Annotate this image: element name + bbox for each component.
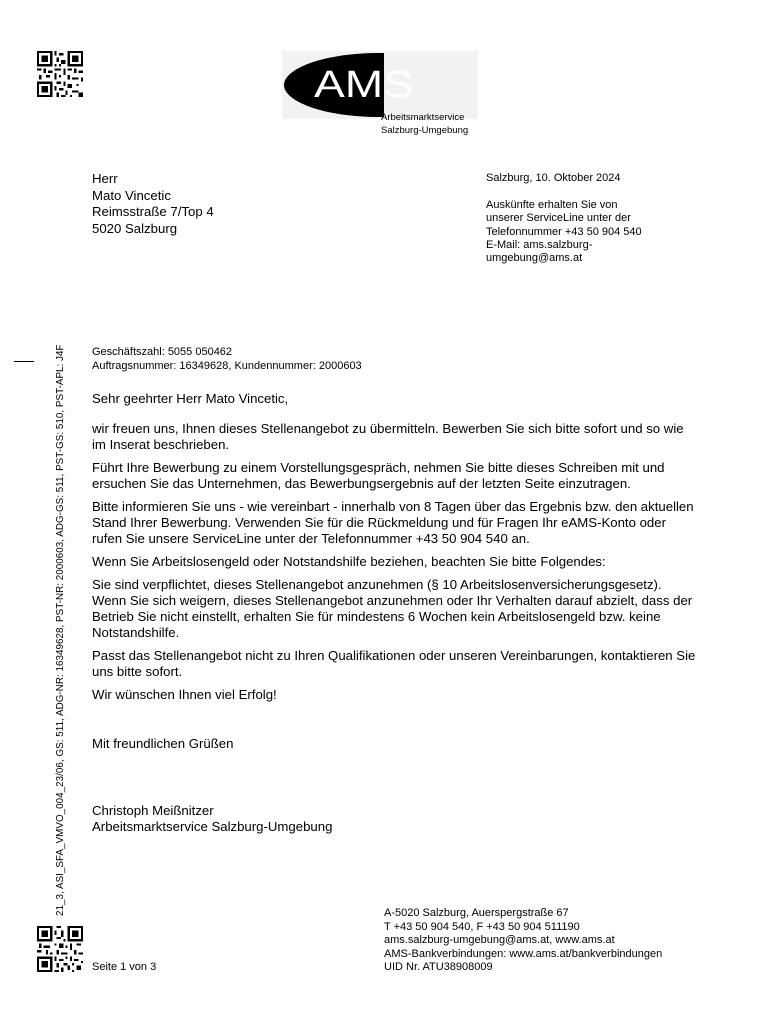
paragraph: Bitte informieren Sie uns - wie vereinbart - innerhalb von 8 Tagen über das Ergebnis bzw. den aktuellen Stand Ihrer Bewerbung. Verwenden Sie für die Rückmeldung und für Fragen Ihr eAMS-Konto oder rufen Sie unsere ServiceLine unter der Telefonnummer +43 50 904 540 an. <box>92 499 694 546</box>
footer-line: UID Nr. ATU38908009 <box>384 961 493 974</box>
logo-org-name <box>381 111 468 137</box>
paragraph: Passt das Stellenangebot nicht zu Ihren Qualifikationen oder unseren Vereinbarungen, kontaktieren Sie uns bitte sofort. <box>92 648 696 679</box>
paragraph: Führt Ihre Bewerbung zu einem Vorstellungsgespräch, nehmen Sie bitte dieses Schreiben mit und ersuchen Sie das Unternehmen, das Bewerbungsergebnis auf der letzten Seite einzutragen. <box>92 460 665 491</box>
logo-org-line2: Salzburg-Umgebung <box>381 125 469 136</box>
info-line: Telefonnummer +43 50 904 540 <box>486 225 642 238</box>
footer-line: ams.salzburg-umgebung@ams.at, www.ams.at <box>384 934 615 947</box>
signer-org: Arbeitsmarktservice Salzburg-Umgebung <box>92 819 333 834</box>
paragraph: Sie sind verpflichtet, dieses Stellenangebot anzunehmen (§ 10 Arbeitslosenversicherungsgesetz). Wenn Sie sich weigern, dieses Stellenangebot anzunehmen oder Ihr Verhalten darauf abzielt, dass der Betrieb Sie nicht einstellt, erhalten Sie für mindestens 6 Wochen kein Arbeitslosengeld bzw. keine Notstandshilfe. <box>92 577 693 640</box>
info-block <box>486 172 666 265</box>
order-number: Auftragsnummer: 16349628, Kundennummer: 2000603 <box>92 360 362 372</box>
recipient-name: Mato Vincetic <box>92 187 171 203</box>
info-line: umgebung@ams.at <box>486 252 583 265</box>
info-line: E-Mail: ams.salzburg- <box>486 238 593 251</box>
recipient-address <box>92 171 214 237</box>
ams-logo-text: AMS <box>314 64 414 106</box>
case-number: Geschäftszahl: 5055 050462 <box>92 346 233 358</box>
signature-block <box>92 803 332 835</box>
recipient-street: Reimsstraße 7/Top 4 <box>92 204 214 219</box>
side-reference-text: 21_3, ASI_SFA_VMVO_004_23/06, GS: 511, ADG-NR: 16349628, PST-NR: 2000603, ADG-GS: 511, PST-GS: 510, PST-APL: J4F <box>55 344 66 916</box>
paragraph: Wir wünschen Ihnen viel Erfolg! <box>92 687 277 703</box>
letter-closing: Mit freundlichen Grüßen <box>92 736 234 751</box>
paragraph: wir freuen uns, Ihnen dieses Stellenangebot zu übermitteln. Bewerben Sie sich bitte sofort und so wie im Inserat beschrieben. <box>92 421 684 452</box>
footer-address <box>384 907 662 975</box>
footer-line: T +43 50 904 540, F +43 50 904 511190 <box>384 920 580 933</box>
logo-org-line1: Arbeitsmarktservice <box>381 112 465 123</box>
info-line: Auskünfte erhalten Sie von <box>486 199 618 212</box>
references <box>92 345 362 373</box>
letter-salutation: Sehr geehrter Herr Mato Vincetic, <box>92 391 289 406</box>
recipient-city: 5020 Salzburg <box>92 220 178 236</box>
paragraph: Wenn Sie Arbeitslosengeld oder Notstandshilfe beziehen, beachten Sie bitte Folgendes: <box>92 554 606 570</box>
letter-date: Salzburg, 10. Oktober 2024 <box>486 172 621 184</box>
info-line: unserer ServiceLine unter der <box>486 212 631 225</box>
recipient-salutation: Herr <box>92 171 118 186</box>
footer-line: AMS-Bankverbindungen: www.ams.at/bankverbindungen <box>384 947 663 960</box>
ams-logo <box>282 51 478 119</box>
footer-line: A-5020 Salzburg, Auerspergstraße 67 <box>384 907 569 919</box>
signer-name: Christoph Meißnitzer <box>92 803 214 818</box>
letter-body <box>92 421 698 710</box>
page-number: Seite 1 von 3 <box>92 961 157 973</box>
qr-code-bottom <box>37 926 83 972</box>
qr-code-top <box>37 51 83 97</box>
fold-mark <box>14 361 34 362</box>
